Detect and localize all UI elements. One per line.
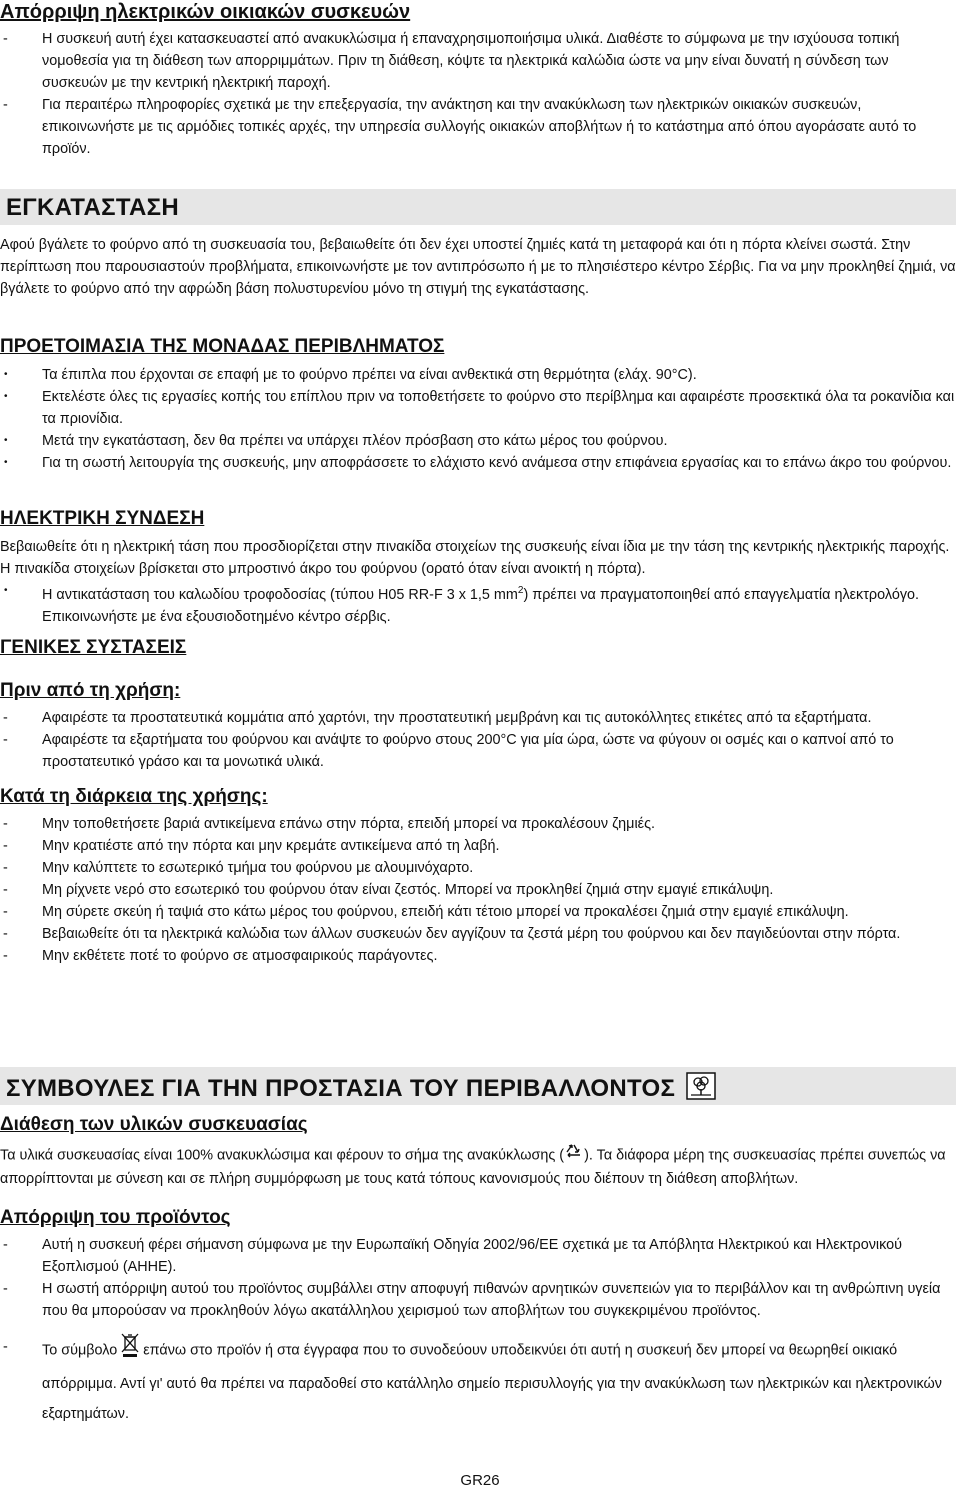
list-item-text: Η σωστή απόρριψη αυτού του προϊόντος συμβάλλει στην αποφυγή πιθανών αρνητικών συνεπειών για το περιβάλλον και τη ανθρώπινη υγεία που θα μπορούσαν να προκληθούν λόγω ακατάλληλου χειρισμού των αποβλήτων του συγκεκριμένου προϊόντος. bbox=[42, 1281, 941, 1319]
general-title: ΓΕΝΙΚΕΣ ΣΥΣΤΑΣΕΙΣ bbox=[0, 637, 187, 658]
list-item-text: Για περαιτέρω πληροφορίες σχετικά με την επεξεργασία, την ανάκτηση και την ανακύκλωση των ηλεκτρικών οικιακών συσκευών, επικοινωνήστε με τις αρμόδιες τοπικές αρχές, την υπηρεσία συλλογής οικιακών αποβλήτων ή το κατάστημα από όπου αγοράσατε αυτό το προϊόν. bbox=[42, 97, 917, 157]
environment-title bbox=[6, 1072, 716, 1107]
bullet-marker: • bbox=[4, 391, 8, 402]
list-item bbox=[0, 923, 956, 945]
list-item bbox=[0, 729, 956, 773]
list-item bbox=[0, 879, 956, 901]
bullet-marker: • bbox=[4, 585, 8, 596]
list-item bbox=[0, 94, 956, 160]
before-use-title: Πριν από τη χρήση: bbox=[0, 680, 181, 701]
housing-title: ΠΡΟΕΤΟΙΜΑΣΙΑ ΤΗΣ ΜΟΝΑΔΑΣ ΠΕΡΙΒΛΗΜΑΤΟΣ bbox=[0, 336, 445, 357]
bullet-marker: • bbox=[4, 457, 8, 468]
environment-title-text: ΣΥΜΒΟΥΛΕΣ ΓΙΑ ΤΗΝ ΠΡΟΣΤΑΣΙΑ ΤΟΥ ΠΕΡΙΒΑΛΛΟΝΤΟΣ bbox=[6, 1074, 676, 1102]
superscript: 2 bbox=[517, 585, 524, 596]
list-item bbox=[0, 1332, 956, 1429]
crossed-bin-icon bbox=[121, 1332, 139, 1369]
list-item bbox=[0, 901, 956, 923]
dash-marker: - bbox=[3, 1281, 8, 1297]
list-item-text: Βεβαιωθείτε ότι τα ηλεκτρικά καλώδια των άλλων συσκευών δεν αγγίζουν τα ζεστά μέρη του φούρνου και δεν παγιδεύονται στην πόρτα. bbox=[42, 926, 901, 942]
list-item bbox=[0, 452, 956, 474]
installation-section bbox=[0, 234, 956, 300]
installation-text: Αφού βγάλετε το φούρνο από τη συσκευασία του, βεβαιωθείτε ότι δεν έχει υποστεί ζημιές κατά τη μεταφορά και ότι η πόρτα κλείνει σωστά. Στην περίπτωση που παρουσιαστούν προβλήματα, επικοινωνήστε με τον αντιπρόσωπο ή με το πλησιέστερο κέντρο Σέρβις. Για να μην προκληθεί ζημιά, να βγάλετε το φούρνο από την αφρώδη βάση πολυστυρενίου μόνο τη στιγμή της εγκατάστασης. bbox=[0, 237, 956, 297]
dash-marker: - bbox=[3, 816, 8, 832]
list-item-text: Μην τοποθετήσετε βαριά αντικείμενα επάνω στην πόρτα, επειδή μπορεί να προκαλέσουν ζημιές. bbox=[42, 816, 656, 832]
product-disposal-title: Απόρριψη του προϊόντος bbox=[0, 1207, 231, 1228]
electrical-title: ΗΛΕΚΤΡΙΚΗ ΣΥΝΔΕΣΗ bbox=[0, 508, 205, 529]
disposal-appliances-section bbox=[0, 0, 956, 160]
dash-marker: - bbox=[3, 904, 8, 920]
installation-header-band bbox=[0, 189, 956, 225]
list-item-text: Μετά την εγκατάσταση, δεν θα πρέπει να υπάρχει πλέον πρόσβαση στο κάτω μέρος του φούρνου. bbox=[42, 433, 668, 449]
dash-marker: - bbox=[3, 838, 8, 854]
list-item bbox=[0, 945, 956, 967]
packaging-text-before: Τα υλικά συσκευασίας είναι 100% ανακυκλώσιμα και φέρουν το σήμα της ανακύκλωσης ( bbox=[0, 1147, 565, 1164]
dash-marker: - bbox=[3, 1237, 8, 1253]
list-item bbox=[0, 835, 956, 857]
environment-section bbox=[0, 1111, 956, 1429]
during-use-title: Κατά τη διάρκεια της χρήσης: bbox=[0, 786, 268, 807]
list-item-text: Μη σύρετε σκεύη ή ταψιά στο κάτω μέρος του φούρνου, επειδή κάτι τέτοιο μπορεί να προκαλέσει ζημιά στην εμαγιέ επικάλυψη. bbox=[42, 904, 849, 920]
list-item-text: Μην καλύπτετε το εσωτερικό τμήμα του φούρνου με αλουμινόχαρτο. bbox=[42, 860, 474, 876]
list-item-text: Εκτελέστε όλες τις εργασίες κοπής του επίπλου πριν να τοποθετήσετε το φούρνο στο περίβλημα και αφαιρέστε προσεκτικά όλα τα ροκανίδια και τα πριονίδια. bbox=[42, 389, 955, 427]
list-item-text: Μην εκθέτετε ποτέ το φούρνο σε ατμοσφαιρικούς παράγοντες. bbox=[42, 948, 438, 964]
list-item bbox=[0, 28, 956, 94]
list-item bbox=[0, 430, 956, 452]
list-item-text: Τα έπιπλα που έρχονται σε επαφή με το φούρνο πρέπει να είναι ανθεκτικά στη θερμότητα (ελάχ. 90°C). bbox=[42, 367, 697, 383]
general-section bbox=[0, 634, 956, 967]
environment-tree-icon bbox=[686, 1072, 716, 1107]
list-item-text-before: Η αντικατάσταση του καλωδίου τροφοδοσίας (τύπου H05 RR-F 3 x 1,5 mm bbox=[42, 586, 518, 603]
list-item-text-after: ) πρέπει να πραγματοποιηθεί από επαγγελματία ηλεκτρολόγο. Επικοινωνήστε με ένα εξουσιοδοτημένο κέντρο σέρβις. bbox=[42, 586, 920, 625]
list-item-text: Μη ρίχνετε νερό στο εσωτερικό του φούρνου όταν είναι ζεστός. Μπορεί να προκληθεί ζημιά στην εμαγιέ επικάλυψη. bbox=[42, 882, 774, 898]
bullet-marker: • bbox=[4, 435, 8, 446]
symbol-text-after: επάνω στο προϊόν ή στα έγγραφα που το συνοδεύουν υποδεικνύει ότι αυτή η συσκευή δεν μπορεί να θεωρηθεί οικιακό απόρριμμα. Αντί γι' αυτό θα πρέπει να παραδοθεί στο κατάλληλο σημείο περισυλλογής για την ανακύκλωση των ηλεκτρικών και ηλεκτρονικών εξαρτημάτων. bbox=[42, 1342, 942, 1422]
list-item-text: Μην κρατιέστε από την πόρτα και μην κρεμάτε αντικείμενα από τη λαβή. bbox=[42, 838, 500, 854]
disposal-appliances-title: Απόρριψη ηλεκτρικών οικιακών συσκευών bbox=[0, 1, 411, 23]
electrical-text: Βεβαιωθείτε ότι η ηλεκτρική τάση που προσδιορίζεται στην πινακίδα στοιχείων της συσκευής είναι ίδια με την τάση της κεντρικής ηλεκτρικής παροχής. Η πινακίδα στοιχείων βρίσκεται στο μπροστινό άκρο του φούρνου (ορατό όταν είναι ανοικτή η πόρτα). bbox=[0, 539, 950, 577]
list-item-text: Η συσκευή αυτή έχει κατασκευαστεί από ανακυκλώσιμα ή επαναχρησιμοποιήσιμα υλικά. Διαθέστε το σύμφωνα με την ισχύουσα τοπική νομοθεσία για τη διάθεση των απορριμμάτων. Πριν τη διάθεση, κόψτε τα ηλεκτρικά καλώδια ώστε να μην είναι δυνατή η σύνδεση των συσκευών με την κεντρική ηλεκτρική παροχή. bbox=[42, 31, 900, 91]
dash-marker: - bbox=[3, 97, 8, 113]
recycle-icon bbox=[564, 1143, 584, 1168]
dash-marker: - bbox=[3, 31, 8, 47]
list-item bbox=[0, 1234, 956, 1278]
symbol-text-before: Το σύμβολο bbox=[42, 1342, 118, 1359]
page-number: GR26 bbox=[460, 1472, 500, 1489]
list-item bbox=[0, 1278, 956, 1322]
electrical-section bbox=[0, 506, 956, 628]
list-item bbox=[0, 386, 956, 430]
housing-section bbox=[0, 334, 956, 474]
dash-marker: - bbox=[3, 948, 8, 964]
packaging-text bbox=[0, 1143, 956, 1190]
bullet-marker: • bbox=[4, 369, 8, 380]
dash-marker: - bbox=[3, 926, 8, 942]
packaging-title: Διάθεση των υλικών συσκευασίας bbox=[0, 1114, 308, 1135]
dash-marker: - bbox=[3, 860, 8, 876]
list-item-text: Για τη σωστή λειτουργία της συσκευής, μην αποφράσσετε το ελάχιστο κενό ανάμεσα στην επιφάνεια εργασίας και το επάνω άκρο του φούρνου. bbox=[42, 455, 952, 471]
environment-header-band bbox=[0, 1067, 956, 1105]
installation-title: ΕΓΚΑΤΑΣΤΑΣΗ bbox=[6, 194, 179, 221]
dash-marker: - bbox=[3, 882, 8, 898]
list-item bbox=[0, 813, 956, 835]
list-item bbox=[0, 580, 956, 628]
list-item bbox=[0, 364, 956, 386]
list-item bbox=[0, 707, 956, 729]
list-item-text: Αυτή η συσκευή φέρει σήμανση σύμφωνα με την Ευρωπαϊκή Οδηγία 2002/96/ΕΕ σχετικά με τα Απόβλητα Ηλεκτρικού και Ηλεκτρονικού Εξοπλισμού (ΑΗΗΕ). bbox=[42, 1237, 902, 1275]
dash-marker: - bbox=[3, 732, 8, 748]
list-item-text: Αφαιρέστε τα εξαρτήματα του φούρνου και ανάψτε το φούρνο στους 200°C για μία ώρα, ώστε να φύγουν οι οσμές και ο καπνοί από το προστατευτικό γράσο και τα μονωτικά υλικά. bbox=[42, 732, 894, 770]
list-item bbox=[0, 857, 956, 879]
list-item-text: Αφαιρέστε τα προστατευτικά κομμάτια από χαρτόνι, την προστατευτική μεμβράνη και τις αυτοκόλλητες ετικέτες από τα εξαρτήματα. bbox=[42, 710, 872, 726]
dash-marker: - bbox=[3, 710, 8, 726]
dash-marker: - bbox=[3, 1339, 8, 1355]
packaging-text-after: ). Τα διάφορα μέρη της συσκευασίας πρέπει συνεπώς να απορρίπτονται με σύνεση και σε πλήρη συμμόρφωση με τους κατά τόπους κανονισμούς που διέπουν τη διάθεση αποβλήτων. bbox=[0, 1147, 946, 1187]
